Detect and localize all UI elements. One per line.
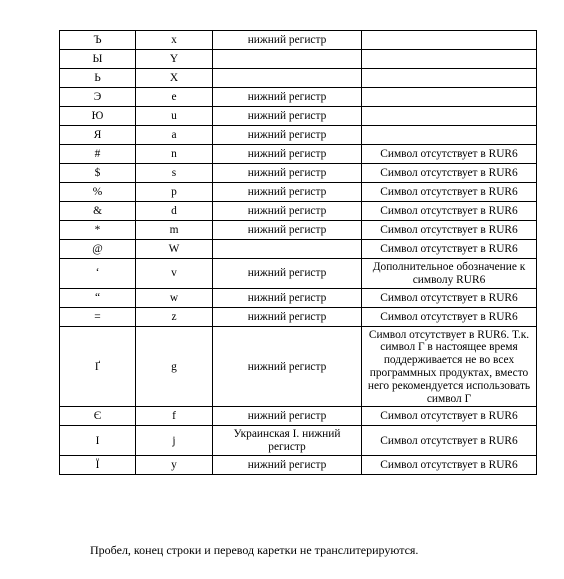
table-row [60, 183, 537, 202]
cyrillic-symbol-cell: = [60, 307, 136, 326]
note-cell: Символ отсутствует в RUR6 [362, 426, 537, 456]
register-cell: нижний регистр [213, 183, 362, 202]
note-cell: Символ отсутствует в RUR6 [362, 307, 537, 326]
register-cell: Украинская I. нижний регистр [213, 426, 362, 456]
table-row [60, 145, 537, 164]
cyrillic-symbol-cell: Ю [60, 107, 136, 126]
latin-symbol-cell: Y [136, 50, 213, 69]
table-row [60, 426, 537, 456]
table-body [60, 31, 537, 475]
cyrillic-symbol-cell: Є [60, 407, 136, 426]
cyrillic-symbol-cell: Я [60, 126, 136, 145]
register-cell: нижний регистр [213, 455, 362, 474]
note-cell: Символ отсутствует в RUR6 [362, 202, 537, 221]
cyrillic-symbol-cell: Ъ [60, 31, 136, 50]
cyrillic-symbol-cell: & [60, 202, 136, 221]
table-row [60, 202, 537, 221]
latin-symbol-cell: W [136, 240, 213, 259]
table-row [60, 69, 537, 88]
register-cell [213, 69, 362, 88]
register-cell: нижний регистр [213, 307, 362, 326]
cyrillic-symbol-cell: Ы [60, 50, 136, 69]
table-row [60, 307, 537, 326]
note-cell: Дополнительное обозначение к символу RUR6 [362, 259, 537, 289]
note-cell [362, 31, 537, 50]
register-cell: нижний регистр [213, 221, 362, 240]
register-cell: нижний регистр [213, 407, 362, 426]
latin-symbol-cell: p [136, 183, 213, 202]
register-cell: нижний регистр [213, 107, 362, 126]
footnote-text: Пробел, конец строки и перевод каретки не транслитерируются. [90, 543, 419, 557]
cyrillic-symbol-cell: @ [60, 240, 136, 259]
register-cell: нижний регистр [213, 88, 362, 107]
latin-symbol-cell: g [136, 326, 213, 407]
register-cell: нижний регистр [213, 259, 362, 289]
table-row [60, 107, 537, 126]
note-cell: Символ отсутствует в RUR6 [362, 183, 537, 202]
register-cell [213, 50, 362, 69]
latin-symbol-cell: a [136, 126, 213, 145]
cyrillic-symbol-cell: Ї [60, 455, 136, 474]
register-cell: нижний регистр [213, 326, 362, 407]
register-cell: нижний регистр [213, 164, 362, 183]
table-row [60, 240, 537, 259]
latin-symbol-cell: n [136, 145, 213, 164]
register-cell: нижний регистр [213, 31, 362, 50]
register-cell: нижний регистр [213, 288, 362, 307]
cyrillic-symbol-cell: * [60, 221, 136, 240]
note-cell: Символ отсутствует в RUR6 [362, 145, 537, 164]
latin-symbol-cell: s [136, 164, 213, 183]
register-cell: нижний регистр [213, 145, 362, 164]
cyrillic-symbol-cell: ‘ [60, 259, 136, 289]
cyrillic-symbol-cell: # [60, 145, 136, 164]
register-cell: нижний регистр [213, 126, 362, 145]
register-cell: нижний регистр [213, 202, 362, 221]
note-cell [362, 126, 537, 145]
cyrillic-symbol-cell: Ґ [60, 326, 136, 407]
note-cell: Символ отсутствует в RUR6 [362, 288, 537, 307]
note-cell: Символ отсутствует в RUR6 [362, 240, 537, 259]
cyrillic-symbol-cell: Э [60, 88, 136, 107]
latin-symbol-cell: e [136, 88, 213, 107]
cyrillic-symbol-cell: % [60, 183, 136, 202]
latin-symbol-cell: X [136, 69, 213, 88]
table-row [60, 50, 537, 69]
note-cell [362, 107, 537, 126]
latin-symbol-cell: v [136, 259, 213, 289]
latin-symbol-cell: w [136, 288, 213, 307]
note-cell: Символ отсутствует в RUR6. Т.к. символ Г в настоящее время поддерживается не во всех программных продуктах, вместо него рекомендуется использовать символ Г [362, 326, 537, 407]
note-cell: Символ отсутствует в RUR6 [362, 407, 537, 426]
latin-symbol-cell: u [136, 107, 213, 126]
cyrillic-symbol-cell: “ [60, 288, 136, 307]
latin-symbol-cell: f [136, 407, 213, 426]
table-row [60, 164, 537, 183]
latin-symbol-cell: j [136, 426, 213, 456]
register-cell [213, 240, 362, 259]
latin-symbol-cell: x [136, 31, 213, 50]
note-cell: Символ отсутствует в RUR6 [362, 455, 537, 474]
table-row [60, 259, 537, 289]
note-cell: Символ отсутствует в RUR6 [362, 221, 537, 240]
note-cell [362, 50, 537, 69]
latin-symbol-cell: z [136, 307, 213, 326]
table-row [60, 88, 537, 107]
latin-symbol-cell: d [136, 202, 213, 221]
cyrillic-symbol-cell: Ь [60, 69, 136, 88]
table-row [60, 407, 537, 426]
note-cell: Символ отсутствует в RUR6 [362, 164, 537, 183]
transliteration-table [59, 30, 537, 475]
table-row [60, 126, 537, 145]
table-row [60, 221, 537, 240]
cyrillic-symbol-cell: $ [60, 164, 136, 183]
note-cell [362, 69, 537, 88]
table-row [60, 288, 537, 307]
table-row [60, 455, 537, 474]
latin-symbol-cell: y [136, 455, 213, 474]
cyrillic-symbol-cell: I [60, 426, 136, 456]
table-row [60, 326, 537, 407]
latin-symbol-cell: m [136, 221, 213, 240]
table-row [60, 31, 537, 50]
note-cell [362, 88, 537, 107]
